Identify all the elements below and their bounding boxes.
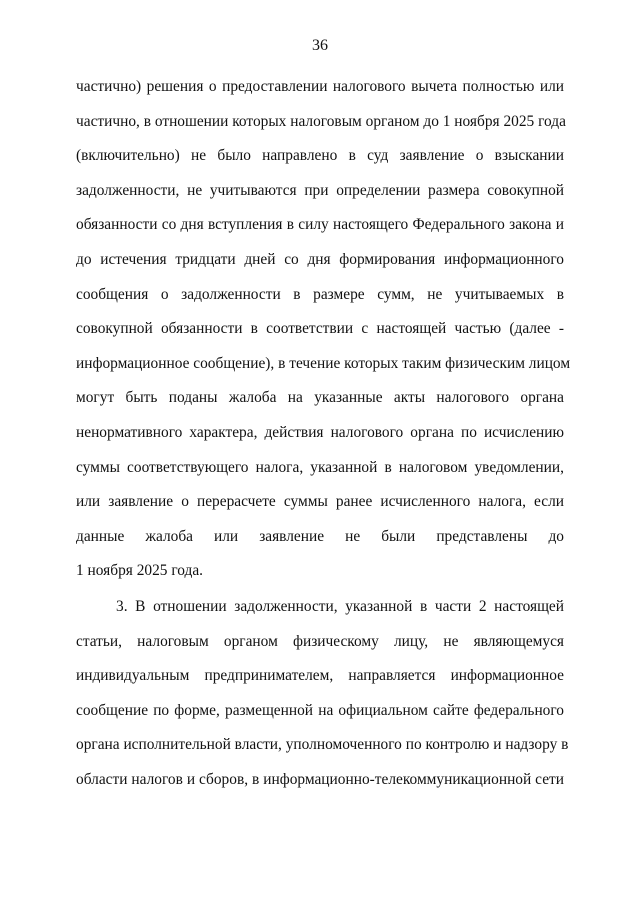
- text-line: (включительно) не было направлено в суд заявление о взыскании: [76, 147, 564, 165]
- text-line: органа исполнительной власти, уполномоченного по контролю и надзору в: [76, 736, 569, 754]
- text-line: области налогов и сборов, в информационно-телекоммуникационной сети: [76, 770, 564, 788]
- text-line: частично) решения о предоставлении налогового вычета полностью или: [76, 78, 564, 95]
- text-line: 3. В отношении задолженности, указанной в части 2 настоящей: [116, 598, 564, 615]
- text-line: ненормативного характера, действия налогового органа по исчислению: [76, 423, 564, 441]
- text-line: статьи, налоговым органом физическому лицу, не являющемуся: [76, 632, 564, 650]
- text-line: до истечения тридцати дней со дня формирования информационного: [76, 250, 564, 268]
- text-line: или заявление о перерасчете суммы ранее исчисленного налога, если: [76, 493, 564, 511]
- text-line: сообщения о задолженности в размере сумм, не учитываемых в: [76, 285, 564, 303]
- text-line: задолженности, не учитываются при определении размера совокупной: [76, 181, 564, 199]
- text-line: сообщение по форме, размещенной на официальном сайте федерального: [76, 701, 564, 719]
- text-line: частично, в отношении которых налоговым органом до 1 ноября 2025 года: [76, 112, 566, 130]
- text-line: данные жалоба или заявление не были представлены до: [76, 527, 564, 545]
- text-line: обязанности со дня вступления в силу настоящего Федерального закона и: [76, 216, 564, 234]
- text-line: могут быть поданы жалоба на указанные акты налогового органа: [76, 389, 564, 407]
- paragraph-3: [76, 590, 569, 798]
- paragraph-continuation: [76, 70, 571, 589]
- text-line: индивидуальным предпринимателем, направляется информационное: [76, 667, 564, 685]
- text-line: совокупной обязанности в соответствии с настоящей частью (далее -: [76, 320, 564, 338]
- text-line: информационное сообщение), в течение которых таким физическим лицом: [76, 354, 571, 372]
- page-number: 36: [312, 37, 328, 54]
- text-line: суммы соответствующего налога, указанной в налоговом уведомлении,: [76, 458, 564, 476]
- text-line: 1 ноября 2025 года.: [76, 562, 204, 580]
